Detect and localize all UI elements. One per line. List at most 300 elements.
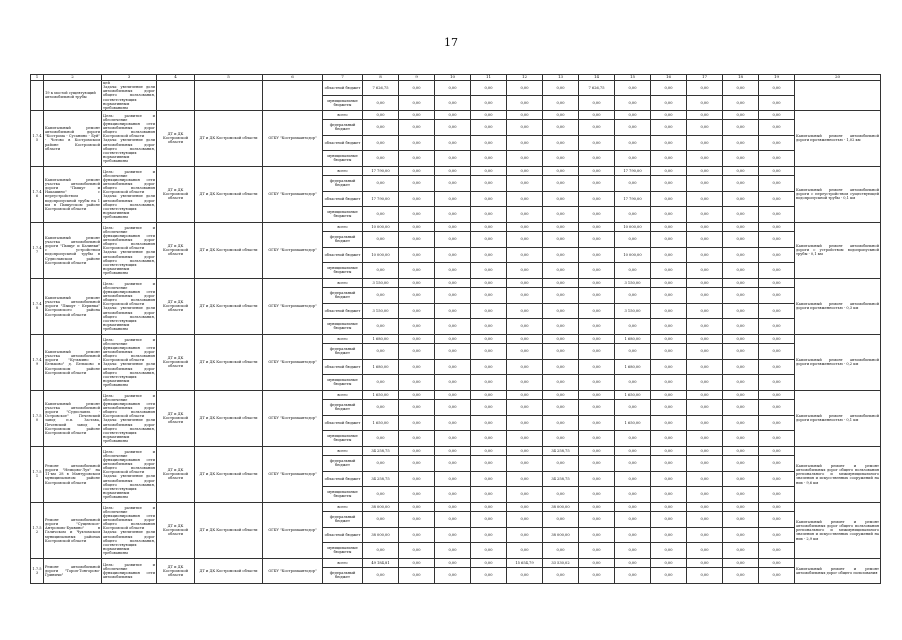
amount-cell: 0,00 [579,119,615,135]
amount-cell: 0,00 [435,175,471,191]
column-number: 9 [399,75,435,81]
amount-cell: 0,00 [651,374,687,390]
column-number: 15 [615,75,651,81]
amount-cell: 0,00 [579,262,615,278]
amount-cell: 0,00 [687,399,723,415]
amount-cell: 0,00 [435,278,471,287]
amount-cell: 0,00 [363,399,399,415]
column-number: 17 [687,75,723,81]
amount-cell: 0,00 [687,150,723,166]
task-text: Задача: увеличение доли автомобильных дорог общего пользования, соответствующих нормативным требованиям [103,194,155,219]
amount-cell: 0,00 [579,430,615,446]
amount-cell: 0,00 [723,343,759,359]
co-executor: ДТ и ДК Костромской области [195,166,263,222]
measure-name: Ремонт автомобильной дороги "Тороп-Тонгорово-Гриничи" [44,558,102,583]
row-number: 1.7.46 [31,166,44,222]
amount-cell: 0,00 [507,567,543,583]
amount-cell: 0,00 [687,231,723,247]
responsible-org: ДТ и ДК Костромской области [157,222,195,278]
amount-cell: 15 654,79 [507,558,543,567]
amount-cell: 0,00 [723,175,759,191]
amount-cell: 0,00 [759,247,795,262]
amount-cell: 0,00 [579,303,615,318]
amount-cell: 0,00 [471,278,507,287]
amount-cell: 0,00 [687,430,723,446]
amount-cell: 0,00 [651,262,687,278]
amount-cell: 0,00 [759,119,795,135]
amount-cell: 0,00 [615,486,651,502]
amount-cell: 0,00 [399,119,435,135]
funding-source: областной бюджет [323,247,363,262]
amount-cell: 0,00 [651,558,687,567]
amount-cell: 49 184,81 [363,558,399,567]
amount-cell: 0,00 [687,359,723,374]
amount-cell: 0,00 [507,527,543,542]
expected-result: Капитальный ремонт автомобильной дороги протяженностью - 0,1 км [795,390,881,446]
expected-result: Капитальный ремонт автомобильной дороги протяженностью - 0,2 км [795,334,881,390]
amount-cell: 0,00 [759,527,795,542]
responsible-org: ДТ и ДК Костромской области [157,334,195,390]
amount-cell: 0,00 [507,303,543,318]
row-number: 1.7.49 [31,334,44,390]
amount-cell: 0,00 [543,222,579,231]
funding-source: областной бюджет [323,303,363,318]
amount-cell: 0,00 [723,166,759,175]
amount-cell: 0,00 [543,110,579,119]
amount-cell: 0,00 [759,359,795,374]
executor: ОГБУ "Костромаавтодор" [263,166,323,222]
funding-source: муниципальные бюджеты [323,95,363,110]
amount-cell: 0,00 [615,231,651,247]
amount-cell: 0,00 [435,511,471,527]
amount-cell: 0,00 [723,95,759,110]
amount-cell: 0,00 [507,502,543,511]
goal-task-line: Задача: увеличение доли автомобильных дорог общего пользования, соответствующих нормативным требованиям [103,85,155,110]
executor: ОГБУ "Костромаавтодор" [263,222,323,278]
amount-cell: 0,00 [471,191,507,206]
amount-cell: 0,00 [471,471,507,486]
amount-cell: 0,00 [759,231,795,247]
amount-cell: 0,00 [759,486,795,502]
table-row [31,166,881,175]
amount-cell: 0,00 [507,278,543,287]
measure-name: Капитальный ремонт участка автомобильной дороги "Кузьмино - Бельково" д. Бельково в Костромском районе Костромской области [44,334,102,390]
amount-cell: 0,00 [435,110,471,119]
amount-cell: 0,00 [651,446,687,455]
row-number: 1.7.47 [31,222,44,278]
amount-cell: 0,00 [723,135,759,150]
amount-cell: 0,00 [399,334,435,343]
amount-cell: 0,00 [687,206,723,222]
amount-cell: 0,00 [471,247,507,262]
expected-result: Капитальный ремонт и ремонт автомобильных дорог общего пользования регионального и межмуниципального значения и искусственных сооружений на них - 2,9 км [795,502,881,558]
goal-task [102,502,157,558]
expected-result: Капитальный ремонт автомобильной дороги протяженностью - 1,02 км [795,110,881,166]
funding-source: областной бюджет [323,135,363,150]
amount-cell: 0,00 [651,399,687,415]
amount-cell: 0,00 [759,343,795,359]
amount-cell: 0,00 [543,287,579,303]
amount-cell: 0,00 [759,222,795,231]
amount-cell: 0,00 [471,567,507,583]
amount-cell: 0,00 [399,206,435,222]
amount-cell: 0,00 [687,415,723,430]
amount-cell: 0,00 [543,455,579,471]
amount-cell: 0,00 [687,287,723,303]
amount-cell: 0,00 [687,471,723,486]
amount-cell: 0,00 [615,542,651,558]
amount-cell: 0,00 [651,455,687,471]
amount-cell: 17 790,00 [615,166,651,175]
amount-cell: 0,00 [723,486,759,502]
amount-cell: 0,00 [579,567,615,583]
amount-cell: 0,00 [399,359,435,374]
executor: ОГБУ "Костромаавтодор" [263,502,323,558]
amount-cell: 0,00 [687,81,723,96]
amount-cell: 0,00 [471,542,507,558]
amount-cell: 1 650,00 [363,415,399,430]
amount-cell: 0,00 [363,119,399,135]
amount-cell: 0,00 [723,502,759,511]
amount-cell: 0,00 [471,175,507,191]
amount-cell: 0,00 [507,231,543,247]
amount-cell: 38 000,00 [363,502,399,511]
amount-cell: 0,00 [759,558,795,567]
amount-cell: 0,00 [723,191,759,206]
executor: ОГБУ "Костромаавтодор" [263,110,323,166]
amount-cell: 0,00 [507,150,543,166]
amount-cell: 1 650,00 [363,390,399,399]
amount-cell: 0,00 [579,206,615,222]
amount-cell: 0,00 [687,567,723,583]
amount-cell: 0,00 [435,206,471,222]
amount-cell: 33 530,02 [543,558,579,567]
amount-cell: 0,00 [579,175,615,191]
amount-cell: 0,00 [687,486,723,502]
goal-task [102,110,157,166]
amount-cell: 0,00 [471,287,507,303]
amount-cell: 0,00 [435,150,471,166]
amount-cell: 0,00 [687,110,723,119]
funding-source: федеральный бюджет [323,455,363,471]
amount-cell: 0,00 [687,390,723,399]
amount-cell: 0,00 [651,567,687,583]
amount-cell: 0,00 [615,287,651,303]
measure-name: Капитальный ремонт автомобильной дороги "Кострома - Сусанино - Буй" - Чотово в Костромском районе Костромской области [44,110,102,166]
amount-cell: 0,00 [363,343,399,359]
amount-cell: 0,00 [759,542,795,558]
amount-cell: 17 790,00 [363,166,399,175]
amount-cell: 0,00 [435,95,471,110]
amount-cell: 0,00 [399,191,435,206]
amount-cell: 0,00 [723,471,759,486]
row-number: 1.7.50 [31,390,44,446]
amount-cell: 0,00 [759,303,795,318]
amount-cell: 1 680,00 [615,334,651,343]
column-number: 20 [795,75,881,81]
amount-cell: 0,00 [579,343,615,359]
amount-cell: 0,00 [723,222,759,231]
amount-cell: 0,00 [615,343,651,359]
amount-cell: 0,00 [615,527,651,542]
amount-cell: 0,00 [687,95,723,110]
amount-cell: 0,00 [687,222,723,231]
row-number: 1.7.45 [31,110,44,166]
amount-cell: 0,00 [471,81,507,96]
amount-cell: 0,00 [579,222,615,231]
amount-cell: 0,00 [759,567,795,583]
empty-cell [157,81,195,111]
amount-cell: 0,00 [435,567,471,583]
funding-source: федеральный бюджет [323,231,363,247]
task-text: Задача: увеличение доли автомобильных дорог общего пользования, соответствующих нормативным требованиям [103,306,155,331]
measure-name: Капитальный ремонт участка автомобильной дороги "Пыщуг - Керинка" Костромского района Костромской области [44,278,102,334]
amount-cell: 0,00 [435,303,471,318]
amount-cell: 0,00 [543,318,579,334]
amount-cell: 0,00 [363,231,399,247]
amount-cell: 0,00 [687,303,723,318]
amount-cell: 0,00 [723,399,759,415]
amount-cell: 0,00 [471,262,507,278]
amount-cell: 0,00 [651,343,687,359]
amount-cell: 0,00 [399,262,435,278]
amount-cell: 0,00 [435,334,471,343]
amount-cell: 0,00 [579,511,615,527]
amount-cell: 0,00 [435,446,471,455]
goal-task [102,166,157,222]
amount-cell: 0,00 [759,135,795,150]
amount-cell: 0,00 [507,135,543,150]
amount-cell: 0,00 [543,135,579,150]
amount-cell: 10 000,00 [363,222,399,231]
amount-cell: 0,00 [651,430,687,446]
goal-task [102,446,157,502]
amount-cell: 17 790,00 [363,191,399,206]
amount-cell: 0,00 [651,191,687,206]
amount-cell: 0,00 [579,455,615,471]
amount-cell: 0,00 [507,191,543,206]
table-row [31,390,881,399]
amount-cell: 0,00 [399,374,435,390]
amount-cell: 0,00 [651,511,687,527]
amount-cell: 0,00 [759,511,795,527]
amount-cell: 0,00 [507,359,543,374]
amount-cell: 0,00 [543,175,579,191]
amount-cell: 0,00 [687,247,723,262]
amount-cell: 0,00 [723,415,759,430]
amount-cell: 0,00 [579,471,615,486]
amount-cell: 0,00 [507,415,543,430]
co-executor: ДТ и ДК Костромской области [195,390,263,446]
amount-cell: 0,00 [723,287,759,303]
amount-cell: 0,00 [579,334,615,343]
amount-cell: 0,00 [759,166,795,175]
amount-cell: 0,00 [399,502,435,511]
amount-cell: 0,00 [363,262,399,278]
amount-cell: 0,00 [435,486,471,502]
amount-cell: 7 626,75 [363,81,399,96]
amount-cell: 0,00 [507,119,543,135]
amount-cell: 0,00 [723,446,759,455]
goal-text: Цель: развитие и обеспечение функционирования сети автомобильных дорог общего пользования Костромской области [103,337,155,363]
amount-cell: 0,00 [435,318,471,334]
co-executor: ДТ и ДК Костромской области [195,110,263,166]
amount-cell: 0,00 [363,374,399,390]
amount-cell: 0,00 [687,175,723,191]
amount-cell: 0,00 [435,359,471,374]
amount-cell: 0,00 [507,511,543,527]
amount-cell: 0,00 [471,558,507,567]
amount-cell: 0,00 [399,567,435,583]
amount-cell: 0,00 [723,511,759,527]
amount-cell: 0,00 [435,455,471,471]
amount-cell: 0,00 [687,191,723,206]
measure-name: Капитальный ремонт участка автомобильной дороги "Пыщуг и Калинки" с устройством водопропускной трубы в Судиславском районе Костромской области [44,222,102,278]
amount-cell: 0,00 [687,166,723,175]
amount-cell: 0,00 [399,471,435,486]
funding-source: всего [323,558,363,567]
goal-task [102,558,157,583]
amount-cell: 0,00 [507,166,543,175]
amount-cell: 0,00 [471,374,507,390]
amount-cell: 0,00 [363,318,399,334]
amount-cell: 0,00 [507,334,543,343]
amount-cell: 0,00 [579,359,615,374]
amount-cell: 0,00 [579,502,615,511]
amount-cell: 0,00 [651,81,687,96]
empty-cell [263,81,323,111]
result-cell [795,81,881,111]
amount-cell: 0,00 [399,446,435,455]
amount-cell: 0,00 [579,231,615,247]
amount-cell: 0,00 [543,95,579,110]
amount-cell: 0,00 [579,446,615,455]
amount-cell: 0,00 [543,231,579,247]
amount-cell: 0,00 [687,334,723,343]
expected-result: Капитальный ремонт автомобильной дороги протяженностью - 0,3 км [795,278,881,334]
amount-cell: 0,00 [723,430,759,446]
amount-cell: 3 150,00 [363,303,399,318]
amount-cell: 0,00 [507,455,543,471]
page-number: 17 [444,36,458,49]
amount-cell: 0,00 [435,247,471,262]
amount-cell: 1 680,00 [363,334,399,343]
amount-cell: 0,00 [399,558,435,567]
amount-cell: 0,00 [543,486,579,502]
amount-cell: 0,00 [471,446,507,455]
amount-cell: 0,00 [651,359,687,374]
amount-cell: 0,00 [759,206,795,222]
goal-task [102,334,157,390]
row-number [31,81,44,111]
amount-cell: 0,00 [543,567,579,583]
amount-cell: 0,00 [399,486,435,502]
amount-cell: 0,00 [363,511,399,527]
amount-cell: 0,00 [579,110,615,119]
funding-source: муниципальные бюджеты [323,374,363,390]
amount-cell: 0,00 [723,278,759,287]
amount-cell: 0,00 [435,542,471,558]
amount-cell: 0,00 [759,390,795,399]
amount-cell: 0,00 [651,415,687,430]
amount-cell: 1 680,00 [615,359,651,374]
amount-cell: 0,00 [615,567,651,583]
amount-cell: 0,00 [579,542,615,558]
amount-cell: 0,00 [687,278,723,287]
amount-cell: 0,00 [579,191,615,206]
amount-cell: 10 000,00 [615,247,651,262]
amount-cell: 0,00 [651,175,687,191]
amount-cell: 3 150,00 [615,278,651,287]
amount-cell: 0,00 [615,455,651,471]
funding-source: областной бюджет [323,415,363,430]
responsible-org: ДТ и ДК Костромской области [157,110,195,166]
measure-name: Ремонт автомобильной дороги "Немцово-Лух" на 11-км 28 в Мантуровском муниципальном районе Костромской области [44,446,102,502]
amount-cell: 0,00 [399,399,435,415]
amount-cell: 0,00 [615,110,651,119]
amount-cell: 0,00 [399,166,435,175]
amount-cell: 0,00 [579,150,615,166]
column-number: 18 [723,75,759,81]
amount-cell: 0,00 [615,446,651,455]
amount-cell: 0,00 [507,343,543,359]
amount-cell: 0,00 [723,206,759,222]
responsible-org: ДТ и ДК Костромской области [157,166,195,222]
amount-cell: 0,00 [759,262,795,278]
amount-cell: 0,00 [579,166,615,175]
funding-source: всего [323,446,363,455]
amount-cell: 0,00 [399,81,435,96]
goal-text: Цель: развитие и обеспечение функционирования сети автомобильных дорог общего пользования Костромской области [103,505,155,531]
column-number: 3 [102,75,157,81]
amount-cell: 0,00 [579,399,615,415]
amount-cell: 0,00 [399,390,435,399]
amount-cell: 0,00 [723,119,759,135]
amount-cell: 0,00 [543,359,579,374]
responsible-org: ДТ и ДК Костромской области [157,502,195,558]
amount-cell: 0,00 [435,119,471,135]
amount-cell: 0,00 [399,95,435,110]
amount-cell: 38 000,00 [363,527,399,542]
amount-cell: 0,00 [651,287,687,303]
table-row [31,110,881,119]
amount-cell: 0,00 [651,110,687,119]
amount-cell: 0,00 [399,455,435,471]
amount-cell: 0,00 [579,527,615,542]
goal-text: Цель: развитие и обеспечение функционирования сети автомобильных дорог общего пользования Костромской области [103,113,155,139]
amount-cell: 0,00 [615,150,651,166]
amount-cell: 0,00 [543,334,579,343]
amount-cell: 34 258,75 [363,446,399,455]
row-number: 1.7.53 [31,558,44,583]
amount-cell: 0,00 [507,222,543,231]
funding-source: областной бюджет [323,527,363,542]
amount-cell: 0,00 [363,567,399,583]
task-text: Задача: увеличение доли автомобильных дорог общего пользования, соответствующих нормативным требованиям [103,530,155,555]
amount-cell: 0,00 [363,95,399,110]
amount-cell: 0,00 [687,135,723,150]
funding-source: муниципальные бюджеты [323,542,363,558]
amount-cell: 0,00 [723,558,759,567]
amount-cell: 0,00 [507,81,543,96]
funding-source: всего [323,166,363,175]
amount-cell: 0,00 [651,390,687,399]
amount-cell: 1 680,00 [363,359,399,374]
amount-cell: 0,00 [687,558,723,567]
amount-cell: 0,00 [507,374,543,390]
amount-cell: 0,00 [543,343,579,359]
amount-cell: 0,00 [471,527,507,542]
